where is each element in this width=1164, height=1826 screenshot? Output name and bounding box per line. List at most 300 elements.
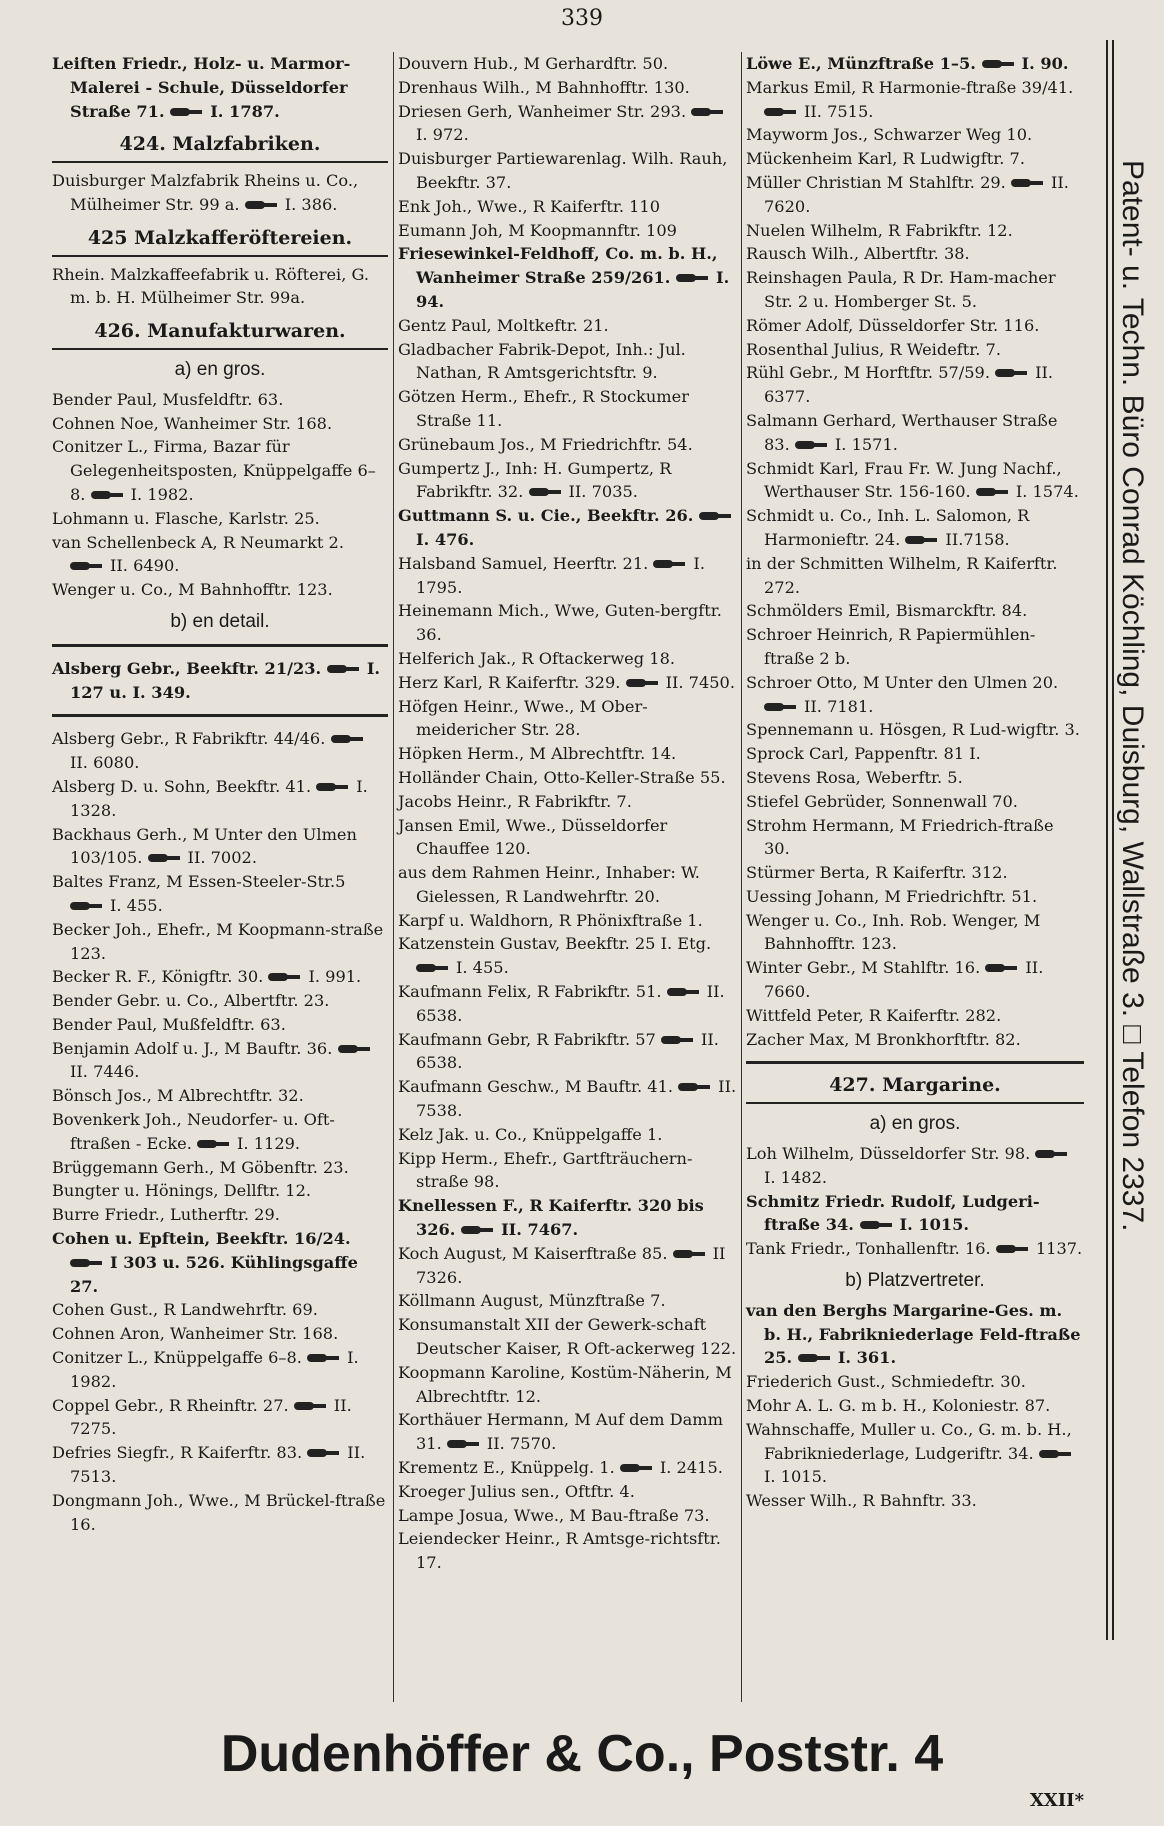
- directory-entry: [398, 100, 740, 148]
- subsection-heading: b) en detail.: [170, 610, 270, 632]
- section-heading: 425 Malzkafferöftereien.: [87, 226, 353, 249]
- entry-text: Holländer Chain, Otto-Keller-Straße 55.: [398, 767, 726, 787]
- telephone-number: I. 455.: [110, 895, 163, 915]
- entry-text: Katzenstein Gustav, Beekftr. 25 I. Etg.: [398, 934, 712, 954]
- entry-text: Mayworm Jos., Schwarzer Weg 10.: [746, 125, 1033, 145]
- entry-text: Krementz E., Knüppelg. 1.: [398, 1458, 620, 1478]
- entry-text: Friesewinkel-Feldhoff, Co. m. b. H., Wanheimer Straße 259/261.: [398, 244, 718, 288]
- telephone-icon: [294, 1400, 328, 1412]
- entry-text: Gumpertz J., Inh: H. Gumpertz, R Fabrikftr. 32.: [398, 458, 672, 502]
- telephone-number: II.7158.: [945, 529, 1010, 549]
- entry-text: Rhein. Malzkaffeefabrik u. Röfterei, G. m. b. H. Mülheimer Str. 99a.: [52, 264, 370, 308]
- telephone-icon: [461, 1224, 495, 1236]
- entry-text: Schmitz Friedr. Rudolf, Ludgeri-ftraße 34.: [746, 1191, 1040, 1235]
- directory-entry: [52, 1441, 388, 1489]
- entry-text: Cohen Gust., R Landwehrftr. 69.: [52, 1300, 318, 1320]
- entry-text: Alsberg D. u. Sohn, Beekftr. 41.: [52, 776, 317, 796]
- telephone-number: I. 127 u. I. 349.: [70, 658, 381, 702]
- directory-entry: [52, 1227, 388, 1298]
- entry-text: Koch August, M Kaiserftraße 85.: [398, 1243, 673, 1263]
- directory-entry: [746, 599, 1084, 623]
- telephone-number: 1137.: [1035, 1239, 1083, 1259]
- directory-entry: [398, 1194, 740, 1242]
- entry-text: Jacobs Heinr., R Fabrikftr. 7.: [398, 791, 632, 811]
- entry-text: Koopmann Karoline, Kostüm-Näherin, M Albrechtftr. 12.: [398, 1362, 732, 1406]
- entry-text: Mohr A. L. G. m b. H., Koloniestr. 87.: [746, 1396, 1051, 1416]
- directory-entry: [746, 1004, 1084, 1028]
- entry-text: Konsumanstalt XII der Gewerk-schaft Deutscher Kaiser, R Oft-ackerweg 122.: [398, 1315, 737, 1359]
- entry-text: Mückenheim Karl, R Ludwigftr. 7.: [746, 149, 1025, 169]
- telephone-icon: [661, 1034, 695, 1046]
- entry-text: Duisburger Malzfabrik Rheins u. Co., Mülheimer Str. 99 a.: [52, 171, 359, 214]
- entry-text: Wenger u. Co., M Bahnhofftr. 123.: [52, 580, 333, 600]
- telephone-icon: [620, 1462, 654, 1474]
- telephone-icon: [245, 199, 279, 211]
- entry-text: Conitzer L., Knüppelgaffe 6–8.: [52, 1348, 308, 1368]
- entry-text: Gentz Paul, Moltkeftr. 21.: [398, 315, 609, 335]
- entry-text: Winter Gebr., M Stahlftr. 16.: [746, 958, 986, 978]
- directory-entry: [746, 742, 1084, 766]
- directory-entry: [398, 932, 740, 980]
- telephone-number: I 303 u. 526. Kühlingsgaffe 27.: [70, 1252, 358, 1296]
- directory-entry: [398, 242, 740, 313]
- telephone-icon: [338, 1043, 372, 1055]
- entry-text: Becker Joh., Ehefr., M Koopmann-straße 123.: [52, 919, 384, 963]
- telephone-icon: [70, 900, 104, 912]
- directory-entry: [398, 1147, 740, 1195]
- entry-text: Reinshagen Paula, R Dr. Ham-macher Str. 2 u. Homberger St. 5.: [746, 268, 1056, 311]
- directory-entry: [52, 1084, 388, 1108]
- directory-entry: [52, 1013, 388, 1037]
- telephone-icon: [91, 489, 125, 501]
- directory-entry: [398, 671, 740, 695]
- telephone-icon: [327, 663, 361, 675]
- directory-entry: [746, 671, 1084, 719]
- directory-entry: [52, 412, 388, 436]
- directory-entry: [398, 861, 740, 909]
- entry-text: Dongmann Joh., Wwe., M Brückel-ftraße 16.: [52, 1490, 386, 1534]
- divider: [746, 1061, 1084, 1064]
- entry-text: Leiften Friedr., Holz- u. Marmor-Malerei - Schule, Düsseldorfer Straße 71.: [52, 54, 351, 121]
- telephone-icon: [985, 962, 1019, 974]
- column-left: [52, 52, 388, 1536]
- directory-entry: [746, 266, 1084, 314]
- telephone-icon: [976, 486, 1010, 498]
- directory-entry: [398, 1289, 740, 1313]
- entry-text: Kipp Herm., Ehefr., Gartfträuchern-straße 98.: [398, 1148, 693, 1192]
- entry-text: Bender Paul, Musfeldftr. 63.: [52, 389, 284, 409]
- telephone-icon: [1035, 1148, 1069, 1160]
- directory-entry: [398, 1123, 740, 1147]
- directory-entry: [746, 1370, 1084, 1394]
- directory-entry: [52, 1346, 388, 1394]
- telephone-number: I. 1328.: [70, 776, 368, 820]
- directory-entry: [52, 1037, 388, 1085]
- directory-entry: [52, 507, 388, 531]
- entry-text: Karpf u. Waldhorn, R Phönixftraße 1.: [398, 910, 703, 930]
- entry-text: Conitzer L., Firma, Bazar für Gelegenheitsposten, Knüppelgaffe 6–8.: [52, 437, 376, 504]
- directory-entry: [52, 263, 388, 311]
- directory-entry: [52, 1489, 388, 1537]
- telephone-number: I. 1982.: [130, 484, 194, 504]
- entry-text: Coppel Gebr., R Rheinftr. 27.: [52, 1395, 294, 1415]
- directory-entry: [746, 790, 1084, 814]
- telephone-icon: [653, 558, 687, 570]
- telephone-icon: [699, 510, 733, 522]
- directory-entry: [398, 814, 740, 862]
- directory-entry: [746, 457, 1084, 505]
- telephone-icon: [995, 367, 1029, 379]
- entry-text: Wahnschaffe, Muller u. Co., G. m. b. H., Fabrikniederlage, Ludgeriftr. 34.: [746, 1419, 1072, 1463]
- section-heading: 424. Malzfabriken.: [119, 133, 321, 156]
- entry-text: Römer Adolf, Düsseldorfer Str. 116.: [746, 315, 1040, 335]
- directory-entry: [746, 552, 1084, 600]
- directory-entry: [52, 435, 388, 506]
- telephone-icon: [70, 560, 104, 572]
- entry-text: Wesser Wilh., R Bahnftr. 33.: [746, 1491, 977, 1511]
- telephone-number: II. 7513.: [70, 1443, 366, 1487]
- telephone-number: II. 7660.: [764, 958, 1044, 1002]
- entry-text: Löwe E., Münzftraße 1–5.: [746, 54, 982, 73]
- telephone-icon: [626, 677, 660, 689]
- entry-text: van den Berghs Margarine-Ges. m. b. H., Fabrikniederlage Feld-ftraße 25.: [746, 1300, 1081, 1368]
- entry-text: Spennemann u. Hösgen, R Lud-wigftr. 3.: [746, 720, 1080, 740]
- telephone-number: I. 455.: [456, 958, 509, 978]
- telephone-number: I. 90.: [1021, 54, 1069, 73]
- entry-text: Guttmann S. u. Cie., Beekftr. 26.: [398, 506, 700, 526]
- entry-text: Lampe Josua, Wwe., M Bau-ftraße 73.: [398, 1505, 710, 1525]
- telephone-number: I. 1015.: [899, 1215, 970, 1235]
- directory-entry: [398, 1456, 740, 1480]
- telephone-number: II. 7002.: [187, 848, 257, 868]
- entry-text: Nuelen Wilhelm, R Fabrikftr. 12.: [746, 220, 1013, 240]
- telephone-icon: [676, 272, 710, 284]
- divider: [52, 714, 388, 717]
- directory-entry: [746, 623, 1084, 671]
- entry-text: Burre Friedr., Lutherftr. 29.: [52, 1205, 280, 1225]
- directory-entry: [746, 1237, 1084, 1261]
- directory-entry: [746, 1394, 1084, 1418]
- directory-entry: [746, 242, 1084, 266]
- entry-text: Bender Gebr. u. Co., Albertftr. 23.: [52, 991, 330, 1011]
- entry-text: Stiefel Gebrüder, Sonnenwall 70.: [746, 791, 1018, 811]
- directory-entry: [746, 1418, 1084, 1489]
- telephone-number: I. 1982.: [70, 1348, 359, 1391]
- subsection-heading: a) en gros.: [869, 1113, 961, 1135]
- entry-text: Schmidt Karl, Frau Fr. W. Jung Nachf., Werthauser Str. 156-160.: [746, 458, 1062, 502]
- entry-text: Kaufmann Geschw., M Bauftr. 41.: [398, 1077, 679, 1097]
- telephone-icon: [982, 58, 1016, 70]
- directory-entry: [746, 885, 1084, 909]
- telephone-icon: [529, 486, 563, 498]
- directory-entry: [52, 531, 388, 579]
- entry-text: Sprock Carl, Pappenftr. 81 I.: [746, 744, 981, 764]
- directory-entry: [398, 1408, 740, 1456]
- section-heading: 427. Margarine.: [829, 1074, 1001, 1097]
- entry-text: Schmölders Emil, Bismarckftr. 84.: [746, 601, 1028, 621]
- telephone-icon: [764, 701, 798, 713]
- entry-text: van Schellenbeck A, R Neumarkt 2.: [52, 532, 344, 552]
- directory-entry: [746, 123, 1084, 147]
- entry-text: in der Schmitten Wilhelm, R Kaiferftr. 272.: [746, 553, 1058, 597]
- entry-text: Stürmer Berta, R Kaiferftr. 312.: [746, 863, 1008, 883]
- telephone-icon: [673, 1248, 707, 1260]
- telephone-icon: [197, 1138, 231, 1150]
- telephone-number: I. 1129.: [237, 1133, 301, 1153]
- entry-text: Duisburger Partiewarenlag. Wilh. Rauh, Beekftr. 37.: [398, 149, 728, 192]
- telephone-number: II. 7450.: [665, 672, 735, 692]
- page-number: 339: [561, 6, 603, 31]
- entry-text: Rosenthal Julius, R Weideftr. 7.: [746, 339, 1001, 359]
- entry-text: Bungter u. Hönings, Dellftr. 12.: [52, 1181, 312, 1201]
- directory-entry: [398, 76, 740, 100]
- directory-entry: [398, 219, 740, 243]
- telephone-number: II. 7620.: [764, 172, 1069, 216]
- entry-text: aus dem Rahmen Heinr., Inhaber: W. Gielessen, R Landwehrftr. 20.: [398, 863, 700, 906]
- entry-text: Friederich Gust., Schmiedeftr. 30.: [746, 1372, 1026, 1392]
- entry-text: Cohnen Aron, Wanheimer Str. 168.: [52, 1324, 339, 1344]
- entry-text: Markus Emil, R Harmonie-ftraße 39/41.: [746, 77, 1074, 97]
- directory-entry: [746, 956, 1084, 1004]
- entry-text: Becker R. F., Königftr. 30.: [52, 967, 269, 987]
- entry-text: Defries Siegfr., R Kaiferftr. 83.: [52, 1443, 308, 1463]
- entry-text: Baltes Franz, M Essen-Steeler-Str.5: [52, 872, 346, 892]
- directory-entry: [52, 1298, 388, 1322]
- directory-entry: [746, 338, 1084, 362]
- telephone-number: I. 972.: [416, 125, 469, 145]
- directory-entry: [52, 1203, 388, 1227]
- directory-entry: [398, 1480, 740, 1504]
- entry-text: Helferich Jak., R Oftackerweg 18.: [398, 648, 676, 668]
- entry-text: Driesen Gerh, Wanheimer Str. 293.: [398, 101, 692, 121]
- directory-entry: [398, 1075, 740, 1123]
- directory-entry: [746, 1489, 1084, 1513]
- directory-entry: [398, 766, 740, 790]
- telephone-icon: [678, 1081, 712, 1093]
- entry-text: Schmidt u. Co., Inh. L. Salomon, R Harmonieftr. 24.: [746, 506, 1030, 549]
- column-middle: [398, 52, 740, 1575]
- directory-entry: [52, 918, 388, 966]
- entry-text: Schroer Otto, M Unter den Ulmen 20.: [746, 672, 1059, 692]
- entry-text: Bovenkerk Joh., Neudorfer- u. Oft-ftraßen - Ecke.: [52, 1110, 335, 1153]
- directory-entry: [398, 695, 740, 743]
- directory-entry: [398, 790, 740, 814]
- divider: [52, 255, 388, 257]
- directory-entry: [398, 433, 740, 457]
- side-advertisement: [1104, 40, 1164, 1640]
- telephone-icon: [860, 1219, 894, 1231]
- entry-text: Köllmann August, Münzftraße 7.: [398, 1291, 666, 1311]
- directory-entry: [398, 1313, 740, 1361]
- telephone-icon: [416, 962, 450, 974]
- entry-text: Loh Wilhelm, Düsseldorfer Str. 98.: [746, 1144, 1036, 1164]
- directory-entry: [398, 195, 740, 219]
- telephone-number: I. 1015.: [764, 1467, 828, 1487]
- entry-text: Bönsch Jos., M Albrechtftr. 32.: [52, 1086, 304, 1106]
- directory-entry: [746, 814, 1084, 862]
- telephone-number: II. 7538.: [416, 1077, 737, 1121]
- directory-entry: [746, 1028, 1084, 1052]
- directory-entry: [52, 388, 388, 412]
- entry-text: Kaufmann Felix, R Fabrikftr. 51.: [398, 982, 667, 1002]
- entry-text: Lohmann u. Flasche, Karlstr. 25.: [52, 508, 320, 528]
- directory-entry: [398, 552, 740, 600]
- entry-text: Leiendecker Heinr., R Amtsge-richtsftr. 17.: [398, 1529, 721, 1573]
- entry-text: Müller Christian M Stahlftr. 29.: [746, 172, 1011, 192]
- subsection-heading: b) Platzvertreter.: [845, 1270, 985, 1292]
- directory-entry: [398, 1504, 740, 1528]
- divider: [746, 1102, 1084, 1104]
- telephone-number: II. 6538.: [416, 1029, 719, 1073]
- directory-entry: [398, 457, 740, 505]
- telephone-icon: [268, 971, 302, 983]
- directory-entry: [398, 1527, 740, 1575]
- directory-entry: [746, 718, 1084, 742]
- directory-entry: [52, 823, 388, 871]
- directory-entry: [746, 219, 1084, 243]
- telephone-number: II. 6538.: [416, 982, 725, 1025]
- telephone-number: II. 7446.: [70, 1062, 140, 1082]
- telephone-icon: [170, 106, 204, 118]
- divider: [52, 161, 388, 163]
- directory-entry: [398, 980, 740, 1028]
- directory-entry: [746, 76, 1084, 124]
- directory-entry: [52, 1179, 388, 1203]
- divider: [52, 348, 388, 350]
- directory-entry: [52, 1108, 388, 1156]
- column-divider: [741, 52, 742, 1702]
- directory-entry: [746, 361, 1084, 409]
- entry-text: Herz Karl, R Kaiferftr. 329.: [398, 672, 626, 692]
- directory-entry: [398, 647, 740, 671]
- directory-entry: [746, 52, 1084, 76]
- directory-entry: [398, 1361, 740, 1409]
- directory-entry: [746, 147, 1084, 171]
- telephone-icon: [447, 1438, 481, 1450]
- entry-text: Kelz Jak. u. Co., Knüppelgaffe 1.: [398, 1124, 663, 1144]
- entry-text: Heinemann Mich., Wwe, Guten-bergftr. 36.: [398, 601, 722, 645]
- directory-entry: [398, 504, 740, 552]
- entry-text: Kaufmann Gebr, R Fabrikftr. 57: [398, 1029, 661, 1049]
- directory-entry: [52, 657, 388, 705]
- directory-entry: [398, 1242, 740, 1290]
- telephone-number: I. 1571.: [834, 434, 898, 454]
- entry-text: Tank Friedr., Tonhallenftr. 16.: [746, 1239, 996, 1259]
- telephone-icon: [795, 439, 829, 451]
- telephone-number: I. 1482.: [764, 1167, 828, 1187]
- directory-entry: [52, 1394, 388, 1442]
- section-heading: 426. Manufakturwaren.: [94, 320, 346, 343]
- directory-entry: [746, 1299, 1084, 1370]
- entry-text: Halsband Samuel, Heerftr. 21.: [398, 553, 654, 573]
- directory-entry: [52, 169, 388, 217]
- directory-entry: [746, 766, 1084, 790]
- telephone-icon: [70, 1257, 104, 1269]
- entry-text: Drenhaus Wilh., M Bahnhofftr. 130.: [398, 77, 690, 97]
- entry-text: Zacher Max, M Bronkhorftftr. 82.: [746, 1029, 1021, 1049]
- entry-text: Rühl Gebr., M Horftftr. 57/59.: [746, 363, 996, 383]
- telephone-icon: [316, 781, 350, 793]
- entry-text: Knellessen F., R Kaiferftr. 320 bis 326.: [398, 1196, 704, 1240]
- column-divider: [393, 52, 394, 1702]
- entry-text: Enk Joh., Wwe., R Kaiferftr. 110: [398, 196, 661, 216]
- directory-entry: [52, 578, 388, 602]
- telephone-icon: [798, 1352, 832, 1364]
- entry-text: Salmann Gerhard, Werthauser Straße 83.: [746, 410, 1058, 454]
- telephone-number: I. 476.: [416, 529, 475, 549]
- telephone-icon: [331, 733, 365, 745]
- telephone-number: I. 1574.: [1015, 482, 1079, 502]
- directory-entry: [52, 1156, 388, 1180]
- directory-entry: [398, 599, 740, 647]
- telephone-number: II 7326.: [416, 1243, 726, 1287]
- entry-text: Cohen u. Epftein, Beekftr. 16/24.: [52, 1229, 351, 1249]
- telephone-icon: [1039, 1448, 1073, 1460]
- entry-text: Höpken Herm., M Albrechtftr. 14.: [398, 744, 677, 764]
- telephone-number: II. 7275.: [70, 1395, 352, 1439]
- entry-text: Schroer Heinrich, R Papiermühlen-ftraße 2 b.: [746, 625, 1036, 668]
- directory-entry: [746, 1190, 1084, 1238]
- telephone-icon: [667, 986, 701, 998]
- telephone-number: II. 6080.: [70, 753, 140, 773]
- entry-text: Eumann Joh, M Koopmannftr. 109: [398, 220, 677, 240]
- entry-text: Strohm Hermann, M Friedrich-ftraße 30.: [746, 815, 1054, 859]
- telephone-number: I. 2415.: [659, 1458, 723, 1478]
- directory-entry: [746, 504, 1084, 552]
- entry-text: Benjamin Adolf u. J., M Bauftr. 36.: [52, 1038, 338, 1058]
- entry-text: Bender Paul, Mußfeldftr. 63.: [52, 1014, 286, 1034]
- directory-entry: [52, 52, 388, 123]
- directory-entry: [398, 742, 740, 766]
- footer-advertisement: Dudenhöffer & Co., Poststr. 4: [220, 1725, 944, 1783]
- directory-entry: [398, 314, 740, 338]
- directory-entry: [746, 409, 1084, 457]
- column-right: [746, 52, 1084, 1513]
- telephone-number: II. 7181.: [804, 696, 874, 716]
- directory-entry: [746, 1142, 1084, 1190]
- subsection-heading: a) en gros.: [174, 358, 266, 380]
- telephone-icon: [996, 1243, 1030, 1255]
- telephone-number: II. 7515.: [804, 101, 874, 121]
- directory-entry: [746, 314, 1084, 338]
- entry-text: Douvern Hub., M Gerhardftr. 50.: [398, 54, 669, 73]
- telephone-icon: [1011, 177, 1045, 189]
- entry-text: Gladbacher Fabrik-Depot, Inh.: Jul. Nathan, R Amtsgerichtsftr. 9.: [398, 339, 686, 383]
- telephone-number: I. 94.: [416, 268, 730, 311]
- telephone-number: II. 7570.: [486, 1434, 557, 1454]
- entry-text: Stevens Rosa, Weberftr. 5.: [746, 767, 963, 787]
- entry-text: Rausch Wilh., Albertftr. 38.: [746, 244, 970, 264]
- directory-entry: [398, 385, 740, 433]
- entry-text: Brüggemann Gerh., M Göbenftr. 23.: [52, 1157, 349, 1177]
- directory-entry: [746, 861, 1084, 885]
- telephone-icon: [764, 106, 798, 118]
- directory-entry: [52, 775, 388, 823]
- entry-text: Alsberg Gebr., Beekftr. 21/23.: [52, 658, 327, 678]
- directory-entry: [398, 1028, 740, 1076]
- directory-entry: [398, 147, 740, 195]
- footer-code: XXII*: [1029, 1790, 1084, 1811]
- entry-text: Alsberg Gebr., R Fabrikftr. 44/46.: [52, 729, 331, 749]
- directory-entry: [398, 52, 740, 76]
- telephone-icon: [307, 1447, 341, 1459]
- entry-text: Götzen Herm., Ehefr., R Stockumer Straße 11.: [398, 387, 689, 430]
- directory-entry: [52, 727, 388, 775]
- telephone-number: II. 7035.: [568, 482, 638, 502]
- telephone-number: I. 1787.: [210, 101, 280, 121]
- directory-entry: [52, 870, 388, 918]
- directory-entry: [52, 989, 388, 1013]
